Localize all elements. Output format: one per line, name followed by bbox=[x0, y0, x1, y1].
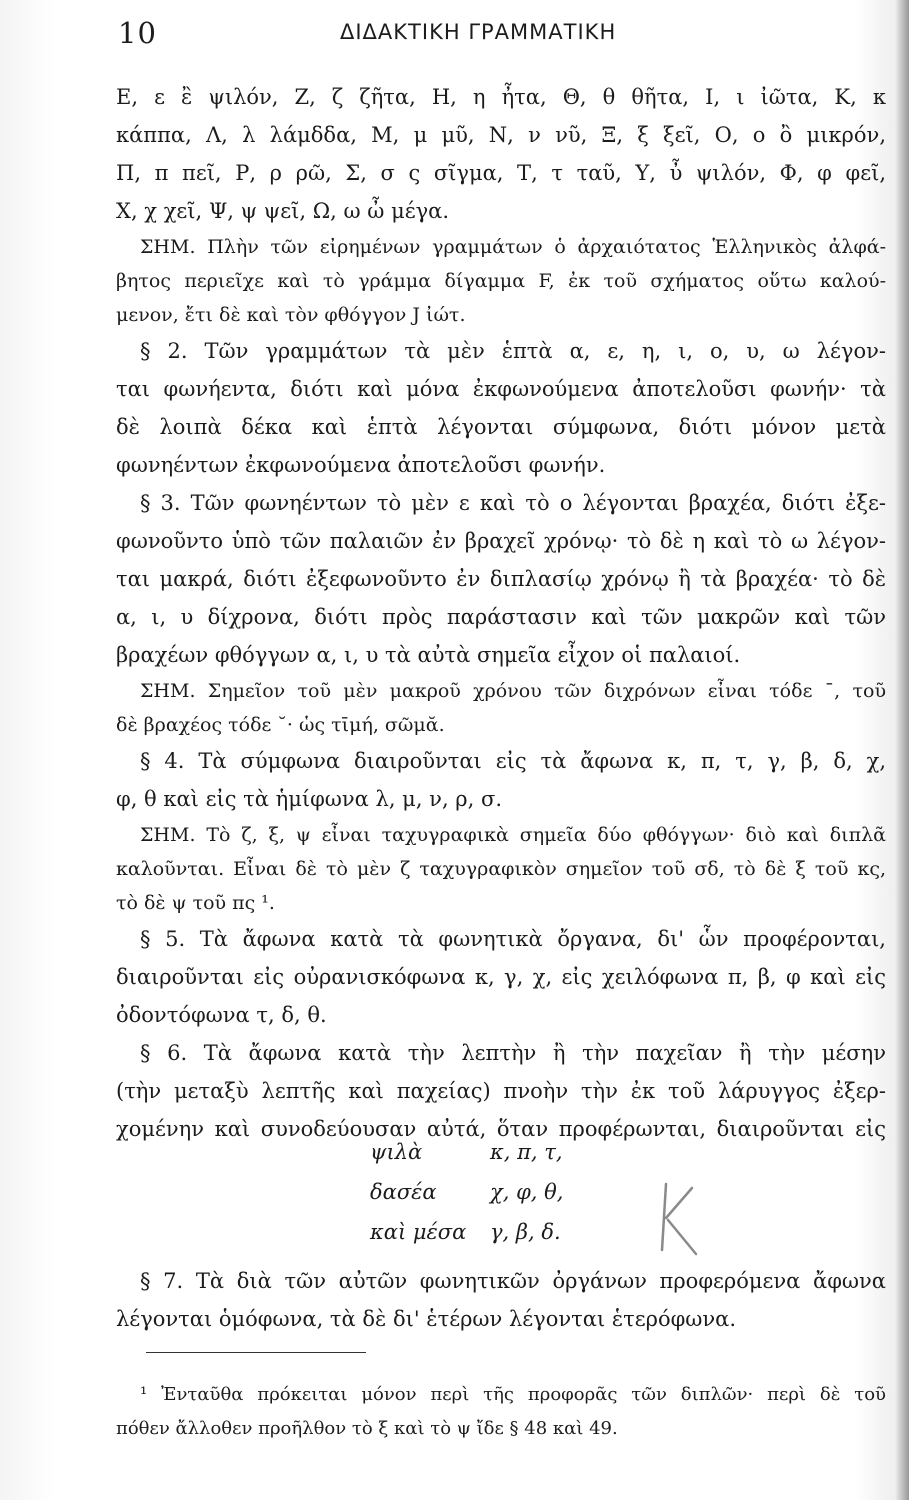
paragraph-5 bbox=[116, 920, 886, 1034]
text-line: α, ι, υ δίχρονα, διότι πρὸς παράστασιν καὶ τῶν μακρῶν καὶ τῶν bbox=[116, 605, 886, 629]
text-line: κάππα, Λ, λ λάμδδα, Μ, μ μῦ, Ν, ν νῦ, Ξ, ξ ξεῖ, Ο, ο ὂ μικρόν, bbox=[116, 123, 886, 147]
note-line: ΣΗΜ. Πλὴν τῶν εἰρημένων γραμμάτων ὁ ἀρχαιότατος Ἑλληνικὸς ἀλφά- bbox=[140, 236, 886, 258]
paragraph-3 bbox=[116, 484, 886, 674]
text-line: λέγονται ὁμόφωνα, τὰ δὲ δι' ἑτέρων λέγονται ἑτερόφωνα. bbox=[116, 1307, 737, 1331]
page-edge-shadow bbox=[895, 0, 909, 1500]
footnote-line: ¹ Ἐνταῦθα πρόκειται μόνον περὶ τῆς προφορᾶς τῶν διπλῶν· περὶ δὲ τοῦ bbox=[140, 1384, 886, 1405]
footnote-rule bbox=[146, 1352, 366, 1353]
table-letters: κ, π, τ, bbox=[490, 1140, 563, 1164]
text-line: ὀδοντόφωνα τ, δ, θ. bbox=[116, 1003, 327, 1027]
table-label: ψιλὰ bbox=[370, 1140, 423, 1164]
running-title: ΔΙΔΑΚΤΙΚΗ ΓΡΑΜΜΑΤΙΚΗ bbox=[340, 20, 617, 44]
note-double-consonants bbox=[116, 818, 886, 920]
note-line: καλοῦνται. Εἶναι δὲ τὸ μὲν ζ ταχυγραφικὸν σημεῖον τοῦ σδ, τὸ δὲ ξ τοῦ κς, bbox=[116, 858, 886, 880]
main-text bbox=[116, 78, 886, 1148]
table-label: καὶ μέσα bbox=[370, 1220, 467, 1244]
note-line: μενον, ἔτι δὲ καὶ τὸν φθόγγον J ἰώτ. bbox=[116, 304, 466, 326]
text-line: ται φωνήεντα, διότι καὶ μόνα ἐκφωνούμενα ἀποτελοῦσι φωνήν· τὰ bbox=[116, 377, 886, 401]
paragraph-4 bbox=[116, 742, 886, 818]
table-row bbox=[370, 1212, 670, 1252]
text-line: § 7. Τὰ διὰ τῶν αὐτῶν φωνητικῶν ὀργάνων προφερόμενα ἄφωνα bbox=[140, 1269, 886, 1293]
paragraph-6 bbox=[116, 1034, 886, 1148]
paragraph-2 bbox=[116, 332, 886, 484]
table-row bbox=[370, 1172, 670, 1212]
text-line: (τὴν μεταξὺ λεπτῆς καὶ παχείας) πνοὴν τὴν ἐκ τοῦ λάρυγγος ἐξερ- bbox=[116, 1079, 886, 1103]
text-line: § 3. Τῶν φωνηέντων τὸ μὲν ε καὶ τὸ ο λέγονται βραχέα, διότι ἐξε- bbox=[140, 491, 886, 515]
note-line: τὸ δὲ ψ τοῦ πς ¹. bbox=[116, 892, 275, 914]
table-row bbox=[370, 1132, 670, 1172]
text-line: βραχέων φθόγγων α, ι, υ τὰ αὐτὰ σημεῖα εἶχον οἱ παλαιοί. bbox=[116, 643, 741, 667]
page-number: 10 bbox=[118, 16, 157, 50]
note-digamma bbox=[116, 230, 886, 332]
note-line: ΣΗΜ. Σημεῖον τοῦ μὲν μακροῦ χρόνου τῶν διχρόνων εἶναι τόδε ¯, τοῦ bbox=[140, 680, 886, 702]
text-line: Χ, χ χεῖ, Ψ, ψ ψεῖ, Ω, ω ὦ μέγα. bbox=[116, 199, 450, 223]
page-header bbox=[118, 16, 808, 56]
paragraph-7 bbox=[116, 1262, 886, 1338]
text-line: ται μακρά, διότι ἐξεφωνοῦντο ἐν διπλασίῳ χρόνῳ ἢ τὰ βραχέα· τὸ δὲ bbox=[116, 567, 886, 591]
table-letters: γ, β, δ. bbox=[490, 1220, 561, 1244]
text-line: § 6. Τὰ ἄφωνα κατὰ τὴν λεπτὴν ἢ τὴν παχεῖαν ἢ τὴν μέσην bbox=[140, 1041, 886, 1065]
handwritten-pencil-mark bbox=[652, 1178, 712, 1258]
text-line: § 2. Τῶν γραμμάτων τὰ μὲν ἑπτὰ α, ε, η, ι, ο, υ, ω λέγον- bbox=[140, 339, 886, 363]
text-line: § 5. Τὰ ἄφωνα κατὰ τὰ φωνητικὰ ὄργανα, δι' ὧν προφέρονται, bbox=[140, 927, 886, 951]
note-quantity-marks bbox=[116, 674, 886, 742]
text-line: φωνοῦντο ὑπὸ τῶν παλαιῶν ἐν βραχεῖ χρόνῳ· τὸ δὲ η καὶ τὸ ω λέγον- bbox=[116, 529, 886, 553]
note-line: δὲ βραχέος τόδε ˘· ὡς τῑμή, σῶμᾰ. bbox=[116, 714, 445, 736]
text-line: χομένην καὶ συνοδεύουσαν αὐτά, ὅταν προφέρωνται, διαιροῦνται εἰς bbox=[116, 1117, 886, 1141]
footnote bbox=[116, 1378, 886, 1446]
table-letters: χ, φ, θ, bbox=[490, 1180, 564, 1204]
note-line: ΣΗΜ. Τὸ ζ, ξ, ψ εἶναι ταχυγραφικὰ σημεῖα δύο φθόγγων· διὸ καὶ διπλᾶ bbox=[140, 824, 886, 846]
text-line: φωνηέντων ἐκφωνούμενα ἀποτελοῦσι φωνήν. bbox=[116, 453, 606, 477]
consonant-table bbox=[370, 1132, 670, 1252]
table-label: δασέα bbox=[370, 1180, 437, 1204]
text-line: διαιροῦνται εἰς οὐρανισκόφωνα κ, γ, χ, εἰς χειλόφωνα π, β, φ καὶ εἰς bbox=[116, 965, 886, 989]
text-line: δὲ λοιπὰ δέκα καὶ ἑπτὰ λέγονται σύμφωνα, διότι μόνον μετὰ bbox=[116, 415, 886, 439]
text-line: § 4. Τὰ σύμφωνα διαιροῦνται εἰς τὰ ἄφωνα κ, π, τ, γ, β, δ, χ, bbox=[140, 749, 886, 773]
text-line: Ε, ε ἒ ψιλόν, Ζ, ζ ζῆτα, Η, η ἦτα, Θ, θ θῆτα, Ι, ι ἰῶτα, Κ, κ bbox=[116, 85, 886, 109]
footnote-line: πόθεν ἄλλοθεν προῆλθον τὸ ξ καὶ τὸ ψ ἴδε § 48 καὶ 49. bbox=[116, 1418, 618, 1439]
text-line: φ, θ καὶ εἰς τὰ ἡμίφωνα λ, μ, ν, ρ, σ. bbox=[116, 787, 503, 811]
text-line: Π, π πεῖ, Ρ, ρ ρῶ, Σ, σ ς σῖγμα, Τ, τ ταῦ, Υ, ὖ ψιλόν, Φ, φ φεῖ, bbox=[116, 161, 886, 185]
note-line: βητος περιεῖχε καὶ τὸ γράμμα δίγαμμα F, ἐκ τοῦ σχήματος οὕτω καλού- bbox=[116, 270, 886, 292]
